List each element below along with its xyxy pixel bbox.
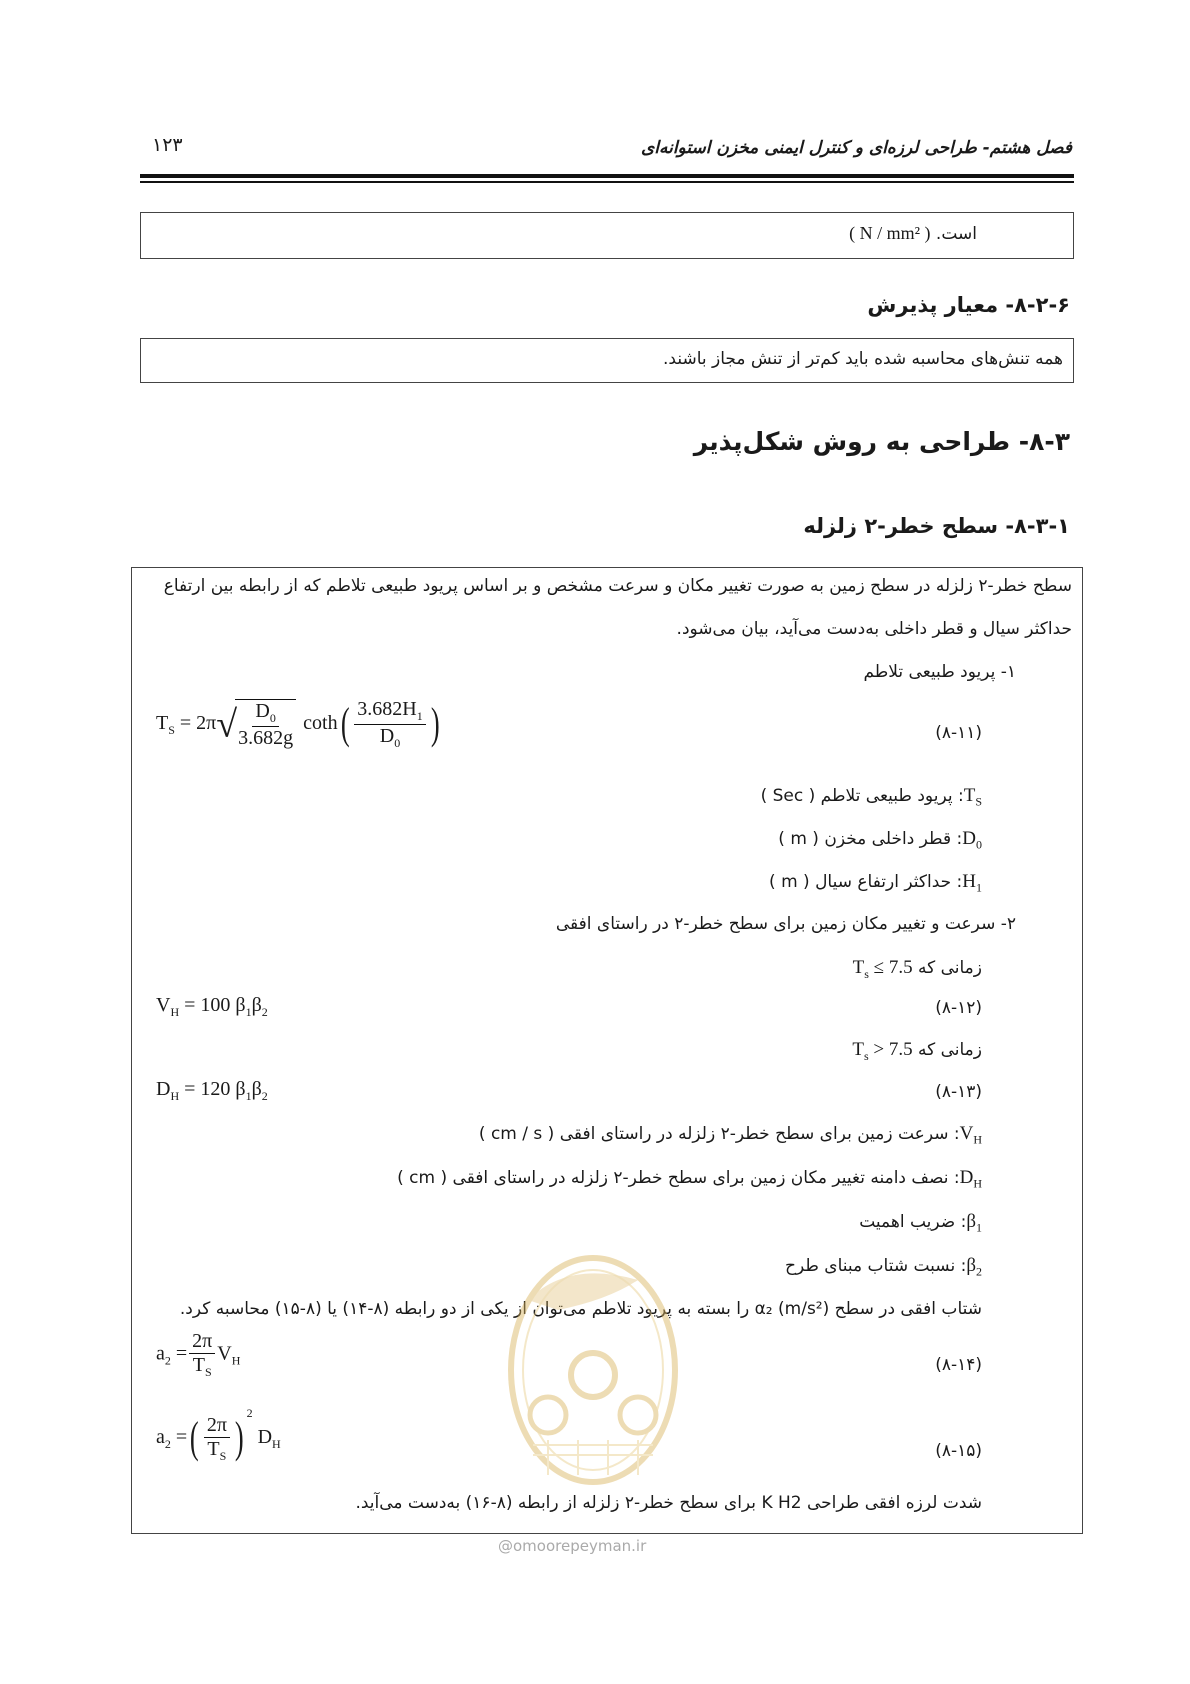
eq14-num: 2π — [189, 1330, 215, 1354]
eq15-paren-right: ) — [234, 1413, 244, 1463]
sqrt-symbol: √ — [216, 703, 238, 746]
item-2: ۲- سرعت و تغییر مکان زمین برای سطح خطر-۲ در راستای افقی — [555, 914, 1016, 934]
def-h1-text: : حداکثر ارتفاع سیال ( m ) — [769, 872, 963, 892]
def-beta2-sub: 2 — [976, 1264, 982, 1279]
eq15-frac — [204, 1414, 230, 1464]
eq15-num: 2π — [204, 1414, 230, 1438]
acceptance-criteria-box — [140, 338, 1074, 383]
def-dh-text: : نصف دامنه تغییر مکان زمین برای سطح خطر-۲ زلزله در راستای افقی ( cm ) — [397, 1168, 960, 1188]
eq12-number: (۸-۱۲) — [935, 998, 982, 1018]
eq15-tail-sub: H — [272, 1437, 281, 1451]
eq14-lhs: a — [156, 1342, 165, 1365]
def-ts-sub: S — [975, 794, 982, 809]
cond1-rel: ≤ 7.5 — [873, 957, 913, 978]
section-title-8-2-6: ۸-۲-۶- معیار پذیرش — [867, 293, 1070, 317]
eq14-den — [190, 1354, 215, 1380]
eq11-coef: = 2π — [179, 711, 217, 734]
eq12-rhs: = 100 β — [184, 994, 246, 1016]
def-beta1-text: : ضریب اهمیت — [859, 1212, 967, 1232]
def-vh-sub: H — [973, 1132, 982, 1147]
chapter-title: فصل هشتم- طراحی لرزه‌ای و کنترل ایمنی مخزن استوانه‌ای — [640, 138, 1072, 158]
eq15-den — [204, 1438, 229, 1464]
eq11-func: coth — [303, 711, 338, 734]
page-number: ۱۲۳ — [152, 135, 183, 156]
acceleration-line: شتاب افقی در سطح (m/s²) α₂ را بسته به پریود تلاطم می‌توان از یکی از دو رابطه (۸-۱۴) یا (۸-۱۵) محاسبه کرد. — [179, 1299, 982, 1319]
eq11-lhs: T — [156, 711, 169, 734]
cond2-text: زمانی که — [917, 1040, 982, 1060]
eq12-b1: 1 — [245, 1005, 252, 1019]
eq13-lhs: D — [156, 1078, 171, 1100]
intro-line-1: سطح خطر-۲ زلزله در سطح زمین به صورت تغییر مکان و سرعت مشخص و بر اساس پریود طبیعی تلاطم که از رابطه بین ارتفاع — [163, 576, 1072, 596]
eq11-paren-num-sub: 1 — [416, 709, 423, 723]
box2-text: همه تنش‌های محاسبه شده باید کم‌تر از تنش مجاز باشند. — [663, 349, 1063, 369]
intro-line-2: حداکثر سیال و قطر داخلی به‌دست می‌آید، بیان می‌شود. — [676, 619, 1072, 639]
eq15-den-var: T — [207, 1437, 220, 1460]
eq11-paren-den-var: D — [379, 724, 395, 747]
def-ts-sym: T — [963, 785, 976, 806]
watermark-logo — [488, 1240, 698, 1500]
def-d0 — [778, 828, 982, 852]
cond2-sym: T — [852, 1039, 864, 1060]
equation-8-11 — [156, 698, 442, 751]
eq13-lhs-sub: H — [170, 1089, 180, 1103]
def-vh — [479, 1123, 982, 1147]
def-beta2-text: : نسبت شتاب مبنای طرح — [784, 1256, 967, 1276]
eq15-lhs-sub: 2 — [164, 1437, 171, 1451]
def-dh-sub: H — [973, 1176, 982, 1191]
def-d0-sym: D — [962, 828, 976, 849]
equation-8-12 — [156, 994, 268, 1020]
def-d0-sub: 0 — [976, 837, 982, 852]
def-dh — [397, 1167, 982, 1191]
equation-8-14 — [156, 1330, 240, 1380]
eq11-sqrt-den: 3.682g — [238, 726, 294, 749]
eq14-den-var: T — [192, 1354, 205, 1376]
def-h1-sym: H — [962, 871, 976, 892]
eq11-paren-right: ) — [430, 699, 440, 749]
cond2-rel: > 7.5 — [873, 1039, 913, 1060]
equation-8-13 — [156, 1078, 268, 1104]
eq12-lhs: V — [156, 994, 171, 1016]
eq12-b: β — [251, 994, 262, 1016]
cond1-expr — [852, 957, 913, 981]
cond2-sub: s — [863, 1048, 869, 1063]
watermark-site: @omoorepeyman.ir — [498, 1537, 647, 1555]
box1-unit: ( N / mm² ) — [849, 223, 931, 243]
eq15-exp: 2 — [246, 1406, 253, 1420]
eq12-b2: 2 — [261, 1005, 268, 1019]
eq11-paren-num-var: 3.682H — [357, 698, 417, 720]
def-d0-text: : قطر داخلی مخزن ( m ) — [778, 829, 963, 849]
eq11-sqrt-num-sub: 0 — [269, 710, 276, 725]
eq15-lhs: a — [156, 1426, 165, 1448]
eq15-number: (۸-۱۵) — [935, 1441, 982, 1461]
item-1: ۱- پریود طبیعی تلاطم — [863, 662, 1016, 682]
section-title-8-3: ۸-۳- طراحی به روش شکل‌پذیر — [693, 427, 1070, 456]
def-ts-text: : پریود طبیعی تلاطم ( Sec ) — [760, 786, 964, 806]
condition-1 — [853, 957, 982, 982]
cond1-text: زمانی که — [917, 958, 982, 978]
eq15-den-sub: S — [219, 1448, 227, 1463]
eq11-lhs-sub: S — [168, 722, 175, 737]
def-h1-sub: 1 — [976, 880, 982, 895]
eq13-b1: 1 — [245, 1089, 252, 1103]
eq11-sqrt-num — [252, 700, 278, 727]
def-ts — [761, 785, 982, 809]
header-rule-thin — [140, 181, 1074, 183]
def-dh-sym: D — [959, 1167, 974, 1188]
eq11-paren-den — [377, 725, 403, 751]
def-beta1 — [859, 1211, 982, 1235]
eq11-paren-num — [354, 698, 425, 725]
def-beta1-sym: β — [966, 1211, 976, 1232]
cond1-sym: T — [852, 957, 865, 978]
box1-text — [849, 223, 977, 244]
condition-2 — [852, 1039, 982, 1064]
eq14-tail: V — [217, 1342, 232, 1365]
continuation-box — [140, 212, 1074, 259]
eq13-b2: 2 — [261, 1089, 268, 1103]
eq13-rhs: = 120 β — [184, 1078, 246, 1100]
eq15-paren-left: ( — [190, 1413, 199, 1463]
eq14-den-sub: S — [204, 1365, 212, 1379]
eq11-sqrt-num-var: D — [255, 699, 270, 722]
eq15-eq: = — [175, 1426, 188, 1448]
eq11-number: (۸-۱۱) — [935, 723, 982, 743]
eq13-b: β — [251, 1078, 262, 1100]
eq14-tail-sub: H — [231, 1353, 241, 1368]
eq11-paren-den-sub: 0 — [394, 735, 401, 750]
equation-8-15 — [156, 1406, 281, 1463]
last-line: شدت لرزه افقی طراحی K H2 برای سطح خطر-۲ زلزله از رابطه (۸-۱۶) به‌دست می‌آید. — [355, 1493, 982, 1513]
def-beta2 — [785, 1255, 982, 1279]
eq11-paren-frac — [354, 698, 425, 751]
eq14-eq: = — [175, 1342, 188, 1365]
def-beta2-sym: β — [966, 1255, 976, 1276]
eq14-frac — [189, 1330, 215, 1380]
box1-text-word: است. — [935, 224, 977, 244]
cond2-expr — [852, 1039, 913, 1063]
def-vh-text: : سرعت زمین برای سطح خطر-۲ زلزله در راستای افقی ( cm / s ) — [478, 1124, 960, 1144]
eq13-number: (۸-۱۳) — [935, 1082, 982, 1102]
cond1-sub: s — [864, 966, 869, 981]
def-beta1-sub: 1 — [976, 1220, 982, 1235]
def-vh-sym: V — [959, 1123, 974, 1144]
eq12-lhs-sub: H — [170, 1005, 180, 1019]
eq11-paren-left: ( — [340, 699, 350, 749]
eq15-tail: D — [257, 1426, 273, 1448]
eq11-sqrt-frac — [235, 699, 296, 750]
section-title-8-3-1: ۸-۳-۱- سطح خطر-۲ زلزله — [803, 514, 1070, 538]
eq14-lhs-sub: 2 — [164, 1353, 171, 1368]
eq14-number: (۸-۱۴) — [935, 1355, 982, 1375]
def-h1 — [769, 871, 982, 895]
header-rule-thick — [140, 174, 1074, 178]
